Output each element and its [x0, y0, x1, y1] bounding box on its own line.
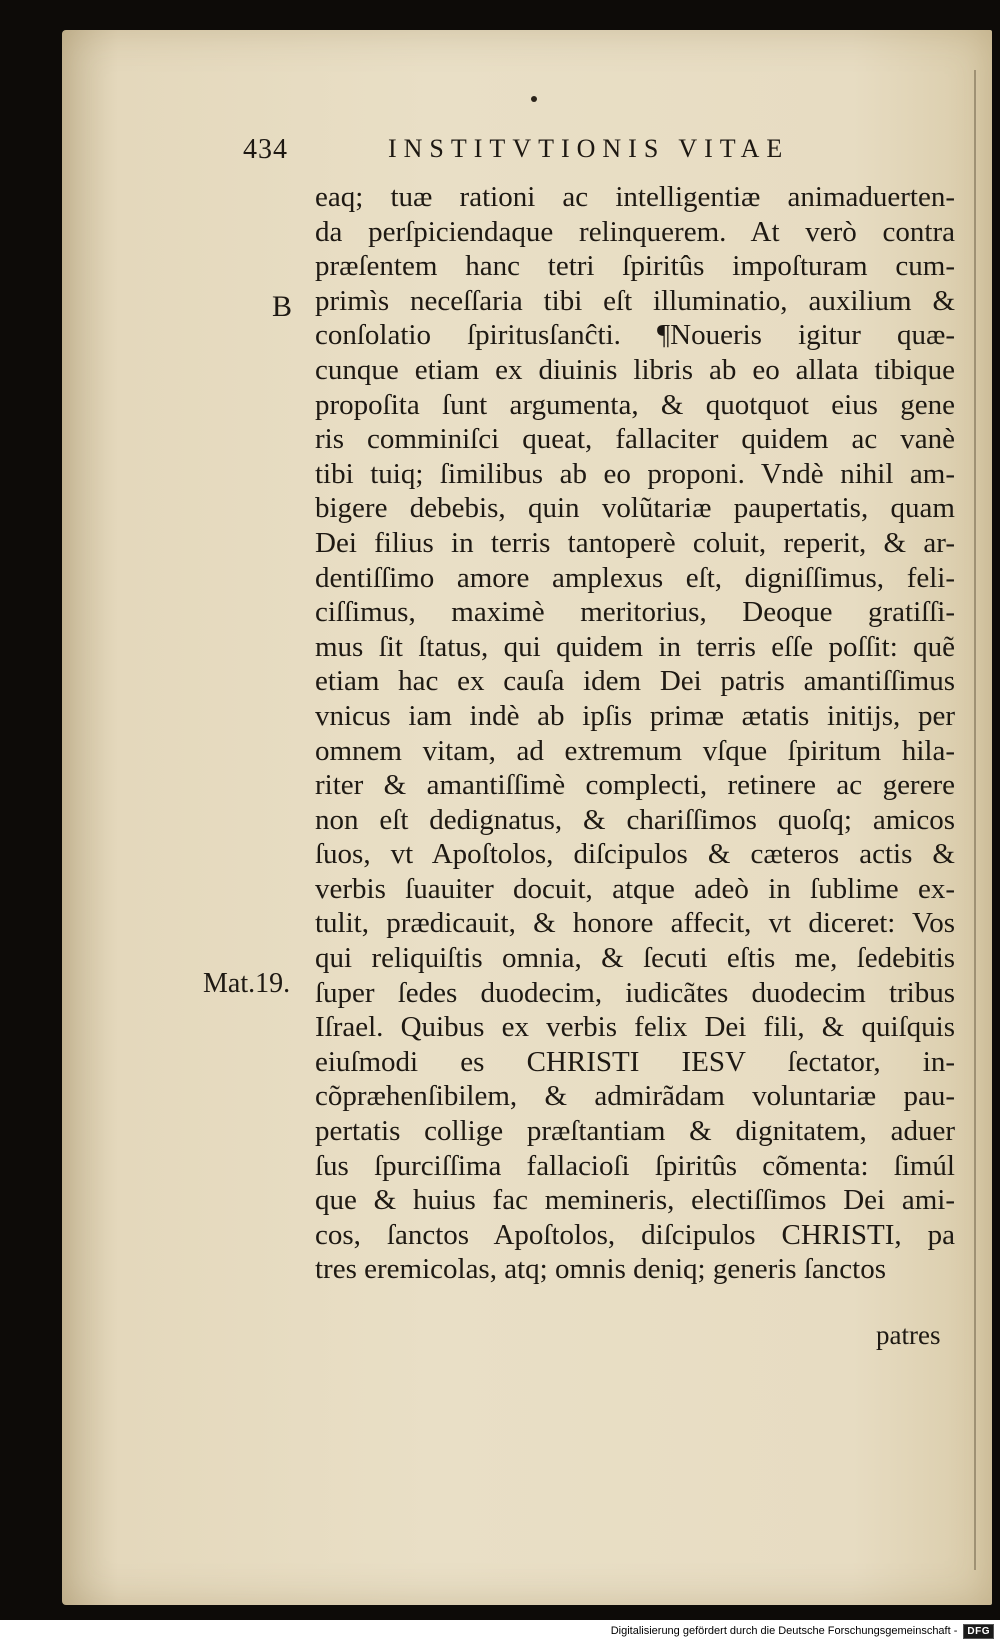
funding-credit: Digitalisierung gefördert durch die Deutsche Forschungsgemeinschaft -: [610, 1625, 958, 1637]
text-line: ſuos, vt Apoſtolos, diſcipulos & cæteros actis &: [315, 838, 955, 871]
text-line: præſentem hanc tetri ſpiritûs impoſturam cum-: [315, 250, 955, 283]
text-line: non eſt dedignatus, & chariſſimos quoſq; amicos: [315, 803, 955, 836]
text-line: ſuper ſedes duodecim, iudicãtes duodecim tribus: [315, 976, 955, 1009]
text-line: ris comminiſci queat, fallaciter quidem ac vanè: [315, 423, 955, 456]
text-line: omnem vitam, ad extremum vſque ſpiritum hila-: [315, 734, 955, 767]
text-line: Dei filius in terris tantoperè coluit, reperit, & ar-: [315, 526, 955, 559]
text-line: dentiſſimo amore amplexus eſt, digniſſimus, feli-: [315, 561, 955, 594]
text-line: tulit, prædicauit, & honore affecit, vt diceret: Vos: [315, 907, 955, 940]
text-line: que & huius fac memineris, electiſſimos Dei ami-: [315, 1184, 955, 1217]
text-line: ſus ſpurciſſima fallacioſi ſpiritûs cõmenta: ſimúl: [315, 1149, 955, 1182]
text-line: qui reliquiſtis omnia, & ſecuti eſtis me, ſedebitis: [315, 942, 955, 975]
text-line: cõpræhenſibilem, & admirãdam voluntariæ pau-: [315, 1080, 955, 1113]
body-text: [315, 180, 955, 1287]
text-line: ciſſimus, maximè meritorius, Deoque gratiſſi-: [315, 596, 955, 629]
text-line: da perſpiciendaque relinquerem. At verò contra: [315, 215, 955, 248]
page-edge: [974, 70, 986, 1570]
catchword: patres: [876, 1320, 941, 1350]
text-line: primìs neceſſaria tibi eſt illuminatio, auxilium &: [315, 284, 955, 317]
text-line: tibi tuiq; ſimilibus ab eo proponi. Vndè nihil am-: [315, 457, 955, 490]
margin-bible-reference: Mat.19.: [203, 968, 291, 999]
text-line: bigere debebis, quin volũtariæ paupertatis, quam: [315, 492, 955, 525]
text-line: Iſrael. Quibus ex verbis felix Dei fili, & quiſquis: [315, 1011, 955, 1044]
text-line: eaq; tuæ rationi ac intelligentiæ animaduerten-: [315, 181, 955, 213]
dfg-logo: DFG: [963, 1624, 994, 1639]
text-line: cos, ſanctos Apoſtolos, diſcipulos CHRISTI, pa: [315, 1218, 955, 1251]
text-line: conſolatio ſpiritusſanĉti. ¶Noueris igitur quæ-: [315, 319, 955, 352]
text-line: verbis ſuauiter docuit, atque adeò in ſublime ex-: [315, 872, 955, 905]
margin-section-letter: B: [272, 290, 293, 323]
text-line: propoſita ſunt argumenta, & quotquot eius gene: [315, 388, 955, 421]
text-line: mus ſit ſtatus, qui quidem in terris eſſe poſſit: quẽ: [315, 630, 955, 663]
ink-mark: [531, 96, 537, 102]
text-line: tres eremicolas, atq; omnis deniq; generis ſanctos: [315, 1253, 886, 1286]
footer-credit: [611, 1622, 994, 1640]
text-line: riter & amantiſſimè complecti, retinere ac gerere: [315, 769, 955, 802]
page-number: 434: [243, 134, 288, 165]
text-line: eiuſmodi es CHRISTI IESV ſectator, in-: [315, 1045, 955, 1078]
running-title: INSTITVTIONIS VITAE: [388, 134, 790, 163]
page-header: [243, 134, 863, 170]
text-line: vnicus iam indè ab ipſis primæ ætatis initijs, per: [315, 699, 955, 732]
text-line: pertatis collige præſtantiam & dignitatem, aduer: [315, 1115, 955, 1148]
text-line: cunque etiam ex diuinis libris ab eo allata tibique: [315, 353, 955, 386]
text-line: etiam hac ex cauſa idem Dei patris amantiſſimus: [315, 665, 955, 698]
